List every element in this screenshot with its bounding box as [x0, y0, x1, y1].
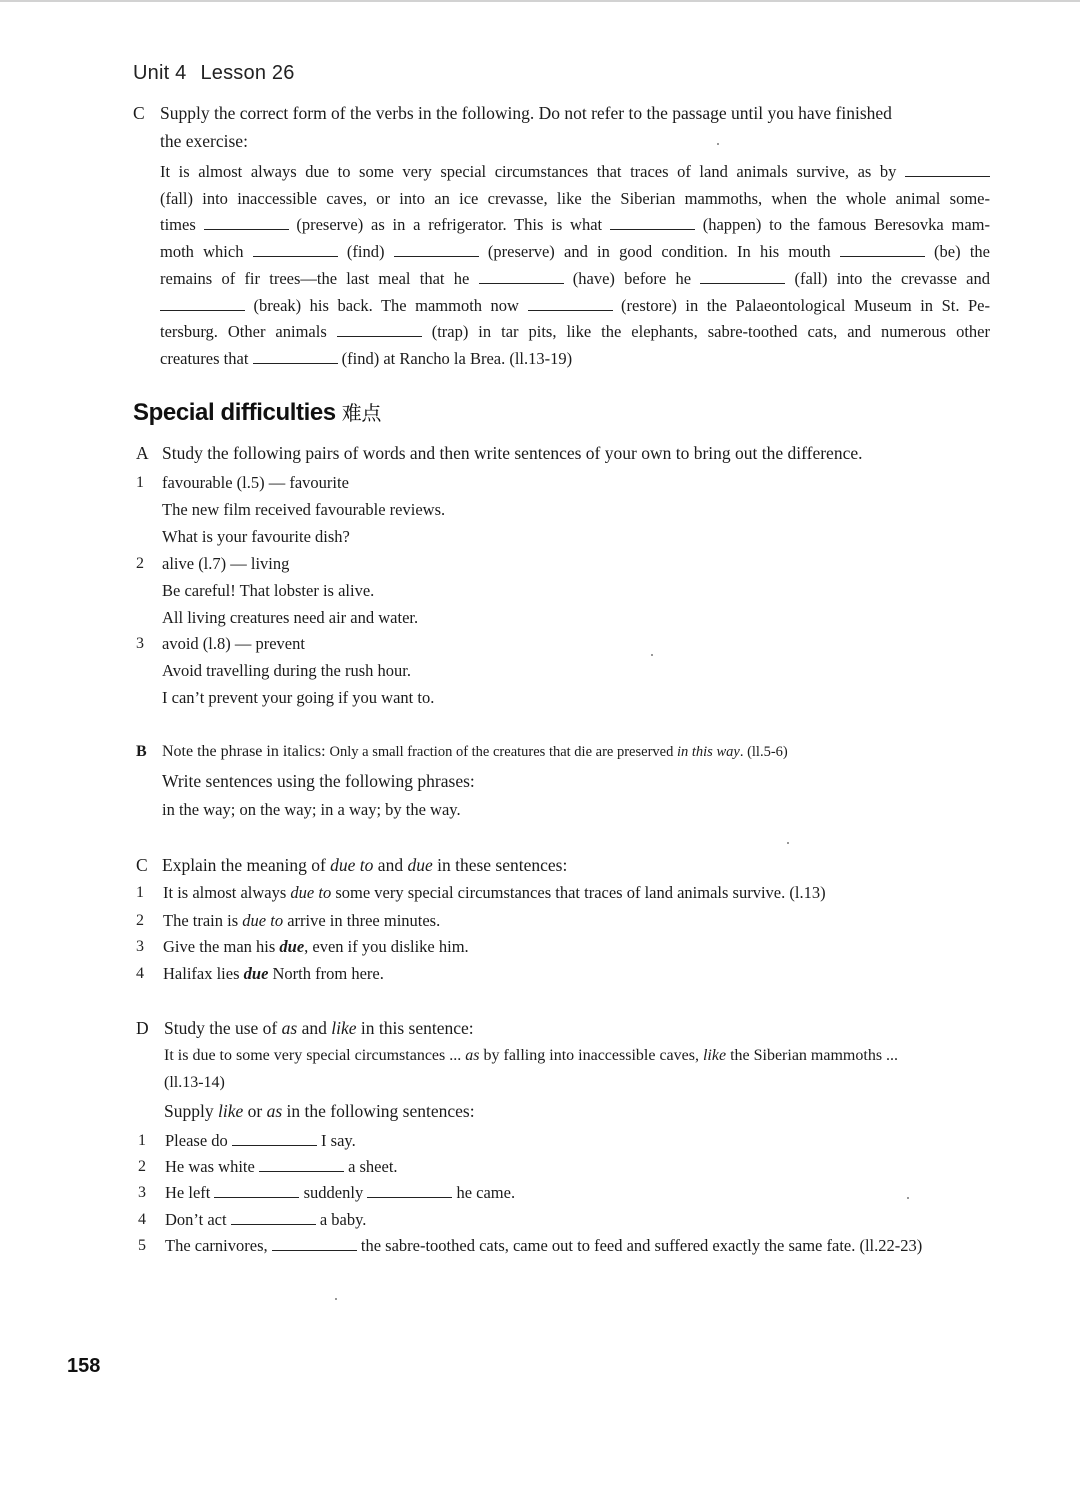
passage-text: (have) before he [563, 269, 701, 288]
instruction-text: and [373, 855, 408, 875]
sentence-text: Don’t act [165, 1210, 231, 1229]
exercise-c-instruction-1: Supply the correct form of the verbs in the following. Do not refer to the passage until you have finished [160, 103, 892, 123]
sentence-italic: due to [242, 911, 284, 930]
sentence [163, 937, 469, 957]
answer-blank[interactable] [214, 1185, 299, 1198]
instruction-text: Explain the meaning of [162, 855, 331, 875]
scan-speck [651, 654, 653, 656]
fill-sentence [165, 1157, 398, 1177]
answer-blank[interactable] [231, 1212, 316, 1225]
passage-text: (find) [337, 242, 394, 261]
page-number: 158 [67, 1355, 101, 1377]
example-italic: like [702, 1047, 727, 1064]
passage-line-5 [160, 269, 990, 289]
section-b-note [162, 743, 788, 761]
sentence [163, 911, 440, 931]
passage-line-1 [160, 162, 990, 182]
passage-text: creatures that [160, 349, 253, 368]
exercise-c-instruction-2: the exercise: [160, 131, 248, 151]
instruction-italic: as [266, 1101, 283, 1121]
instruction-italic: as [281, 1018, 298, 1038]
answer-blank[interactable] [204, 217, 289, 230]
passage-text: (preserve) as in a refrigerator. This is what [288, 215, 610, 234]
section-d-supply [164, 1101, 475, 1122]
section-c-instruction [162, 855, 567, 876]
instruction-text: Supply [164, 1101, 218, 1121]
sentence-text: Please do [165, 1131, 232, 1150]
sentence-text: , even if you dislike him. [304, 937, 469, 956]
passage-text: (be) the [924, 242, 990, 261]
instruction-italic: like [331, 1018, 357, 1038]
answer-blank[interactable] [610, 217, 695, 230]
note-text: Note the phrase in italics: [162, 743, 330, 760]
answer-blank[interactable] [253, 244, 338, 257]
example-sentence: Avoid travelling during the rush hour. [162, 661, 411, 680]
scan-speck [787, 842, 789, 844]
passage-text: (break) his back. The mammoth now [245, 296, 528, 315]
sentence [163, 883, 826, 903]
section-title-text: Special difficulties [133, 399, 336, 426]
instruction-text: Study the use of [164, 1018, 282, 1038]
passage-text: moth which [160, 242, 253, 261]
word-pair: alive (l.7) — living [162, 554, 290, 573]
passage-text: (find) at Rancho la Brea. (ll.13-19) [337, 349, 573, 368]
instruction-text: in the following sentences: [282, 1101, 475, 1121]
example-sentence: What is your favourite dish? [162, 527, 350, 546]
sentence-text: North from here. [268, 964, 384, 983]
section-d-example-ref: (ll.13-14) [164, 1074, 225, 1091]
passage-text: (trap) in tar pits, like the elephants, sabre-toothed cats, and numerous other [421, 322, 990, 341]
word-pair: avoid (l.8) — prevent [162, 634, 305, 653]
item-number: 3 [136, 938, 144, 955]
item-number: 2 [136, 912, 144, 929]
section-b-instruction: Write sentences using the following phrases: [162, 771, 475, 791]
answer-blank[interactable] [700, 271, 785, 284]
sentence-text: he came. [452, 1183, 516, 1202]
passage-text: times [160, 215, 204, 234]
passage-text: (happen) to the famous Beresovka mam- [694, 215, 990, 234]
passage-line-6 [160, 296, 990, 316]
exercise-c-letter: C [133, 103, 145, 123]
scan-speck [335, 1298, 337, 1300]
passage-line-8 [160, 349, 572, 369]
scan-speck [907, 1197, 909, 1199]
answer-blank[interactable] [905, 164, 990, 177]
example-text: the Siberian mammoths ... [726, 1047, 899, 1064]
answer-blank[interactable] [840, 244, 925, 257]
item-number: 3 [136, 635, 144, 652]
passage-text: It is almost always due to some very special circumstances that traces of land animals survive, as by [160, 162, 905, 181]
section-c-letter: C [136, 855, 148, 875]
item-number: 5 [138, 1237, 146, 1254]
answer-blank[interactable] [394, 244, 479, 257]
answer-blank[interactable] [232, 1133, 317, 1146]
sentence-text: a sheet. [343, 1157, 398, 1176]
answer-blank[interactable] [253, 351, 338, 364]
instruction-italic: due [407, 855, 433, 875]
answer-blank[interactable] [479, 271, 564, 284]
instruction-text: and [297, 1018, 332, 1038]
sentence-text: I say. [316, 1131, 356, 1150]
top-border [0, 0, 1080, 2]
sentence-text: arrive in three minutes. [283, 911, 441, 930]
example-sentence: Be careful! That lobster is alive. [162, 581, 375, 600]
quote-italic: in this way [676, 744, 740, 760]
instruction-text: in these sentences: [432, 855, 568, 875]
section-b-phrases: in the way; on the way; in a way; by the way. [162, 800, 461, 819]
instruction-text: in this sentence: [356, 1018, 474, 1038]
sentence-text: The train is [163, 911, 243, 930]
unit-label: Unit 4 [133, 62, 187, 84]
unit-lesson-header [133, 62, 295, 85]
fill-sentence [165, 1236, 922, 1256]
answer-blank[interactable] [259, 1159, 344, 1172]
instruction-italic: like [217, 1101, 244, 1121]
sentence-text: Halifax lies [163, 964, 244, 983]
fill-sentence [165, 1183, 515, 1203]
answer-blank[interactable] [367, 1185, 452, 1198]
section-title-cn: 难点 [341, 403, 381, 425]
quote-text: Only a small fraction of the creatures that die are preserved [329, 744, 677, 760]
item-number: 3 [138, 1184, 146, 1201]
example-sentence: I can’t prevent your going if you want to. [162, 688, 435, 707]
sentence-text: He was white [165, 1157, 259, 1176]
scan-speck [717, 143, 719, 145]
example-text: by falling into inaccessible caves, [479, 1047, 703, 1064]
sentence-text: Give the man his [163, 937, 280, 956]
passage-text: (preserve) and in good condition. In his mouth [478, 242, 840, 261]
fill-sentence [165, 1131, 356, 1151]
quote-ref: . (ll.5-6) [739, 744, 788, 760]
item-number: 4 [138, 1211, 146, 1228]
section-d-example [164, 1047, 898, 1065]
item-number: 1 [136, 884, 144, 901]
item-number: 1 [138, 1132, 146, 1149]
sentence [163, 964, 384, 984]
answer-blank[interactable] [337, 324, 422, 337]
passage-line-7 [160, 322, 990, 342]
sentence-italic: due to [290, 883, 332, 902]
passage-text: (restore) in the Palaeontological Museum in St. Pe- [612, 296, 990, 315]
sentence-text: the sabre-toothed cats, came out to feed and suffered exactly the same fate. (ll.22-23) [356, 1236, 923, 1255]
passage-text: remains of fir trees—the last meal that he [160, 269, 479, 288]
word-pair: favourable (l.5) — favourite [162, 473, 349, 492]
sentence-text: some very special circumstances that traces of land animals survive. (l.13) [331, 883, 826, 902]
section-a-instruction: Study the following pairs of words and then write sentences of your own to bring out the difference. [162, 443, 863, 463]
sentence-text: He left [165, 1183, 215, 1202]
item-number: 4 [136, 965, 144, 982]
passage-line-2 [160, 189, 990, 209]
passage-text: (fall) into inaccessible caves, or into an ice crevasse, like the Siberian mammoths, when the whole animal some- [160, 189, 990, 208]
instruction-italic: due to [330, 855, 374, 875]
answer-blank[interactable] [160, 298, 245, 311]
example-sentence: All living creatures need air and water. [162, 608, 419, 627]
example-italic: as [465, 1047, 480, 1064]
answer-blank[interactable] [272, 1238, 357, 1251]
sentence-italic: due [243, 964, 269, 983]
section-a-letter: A [136, 443, 149, 463]
item-number: 2 [136, 555, 144, 572]
section-b-letter: B [136, 743, 147, 760]
example-sentence: The new film received favourable reviews. [162, 500, 446, 519]
section-d-instruction [164, 1018, 474, 1039]
item-number: 1 [136, 474, 144, 491]
sentence-text: a baby. [315, 1210, 367, 1229]
fill-sentence [165, 1210, 366, 1230]
item-number: 2 [138, 1158, 146, 1175]
sentence-text: It is almost always [163, 883, 291, 902]
passage-line-3 [160, 215, 990, 235]
passage-text: tersburg. Other animals [160, 322, 337, 341]
sentence-italic: due [279, 937, 305, 956]
sentence-text: The carnivores, [165, 1236, 272, 1255]
section-title [133, 397, 381, 427]
lesson-label: Lesson 26 [200, 62, 295, 84]
example-text: It is due to some very special circumstances ... [164, 1047, 466, 1064]
answer-blank[interactable] [528, 298, 613, 311]
sentence-text: suddenly [299, 1183, 368, 1202]
instruction-text: or [243, 1101, 267, 1121]
passage-text: (fall) into the crevasse and [785, 269, 990, 288]
passage-line-4 [160, 242, 990, 262]
section-d-letter: D [136, 1018, 149, 1038]
